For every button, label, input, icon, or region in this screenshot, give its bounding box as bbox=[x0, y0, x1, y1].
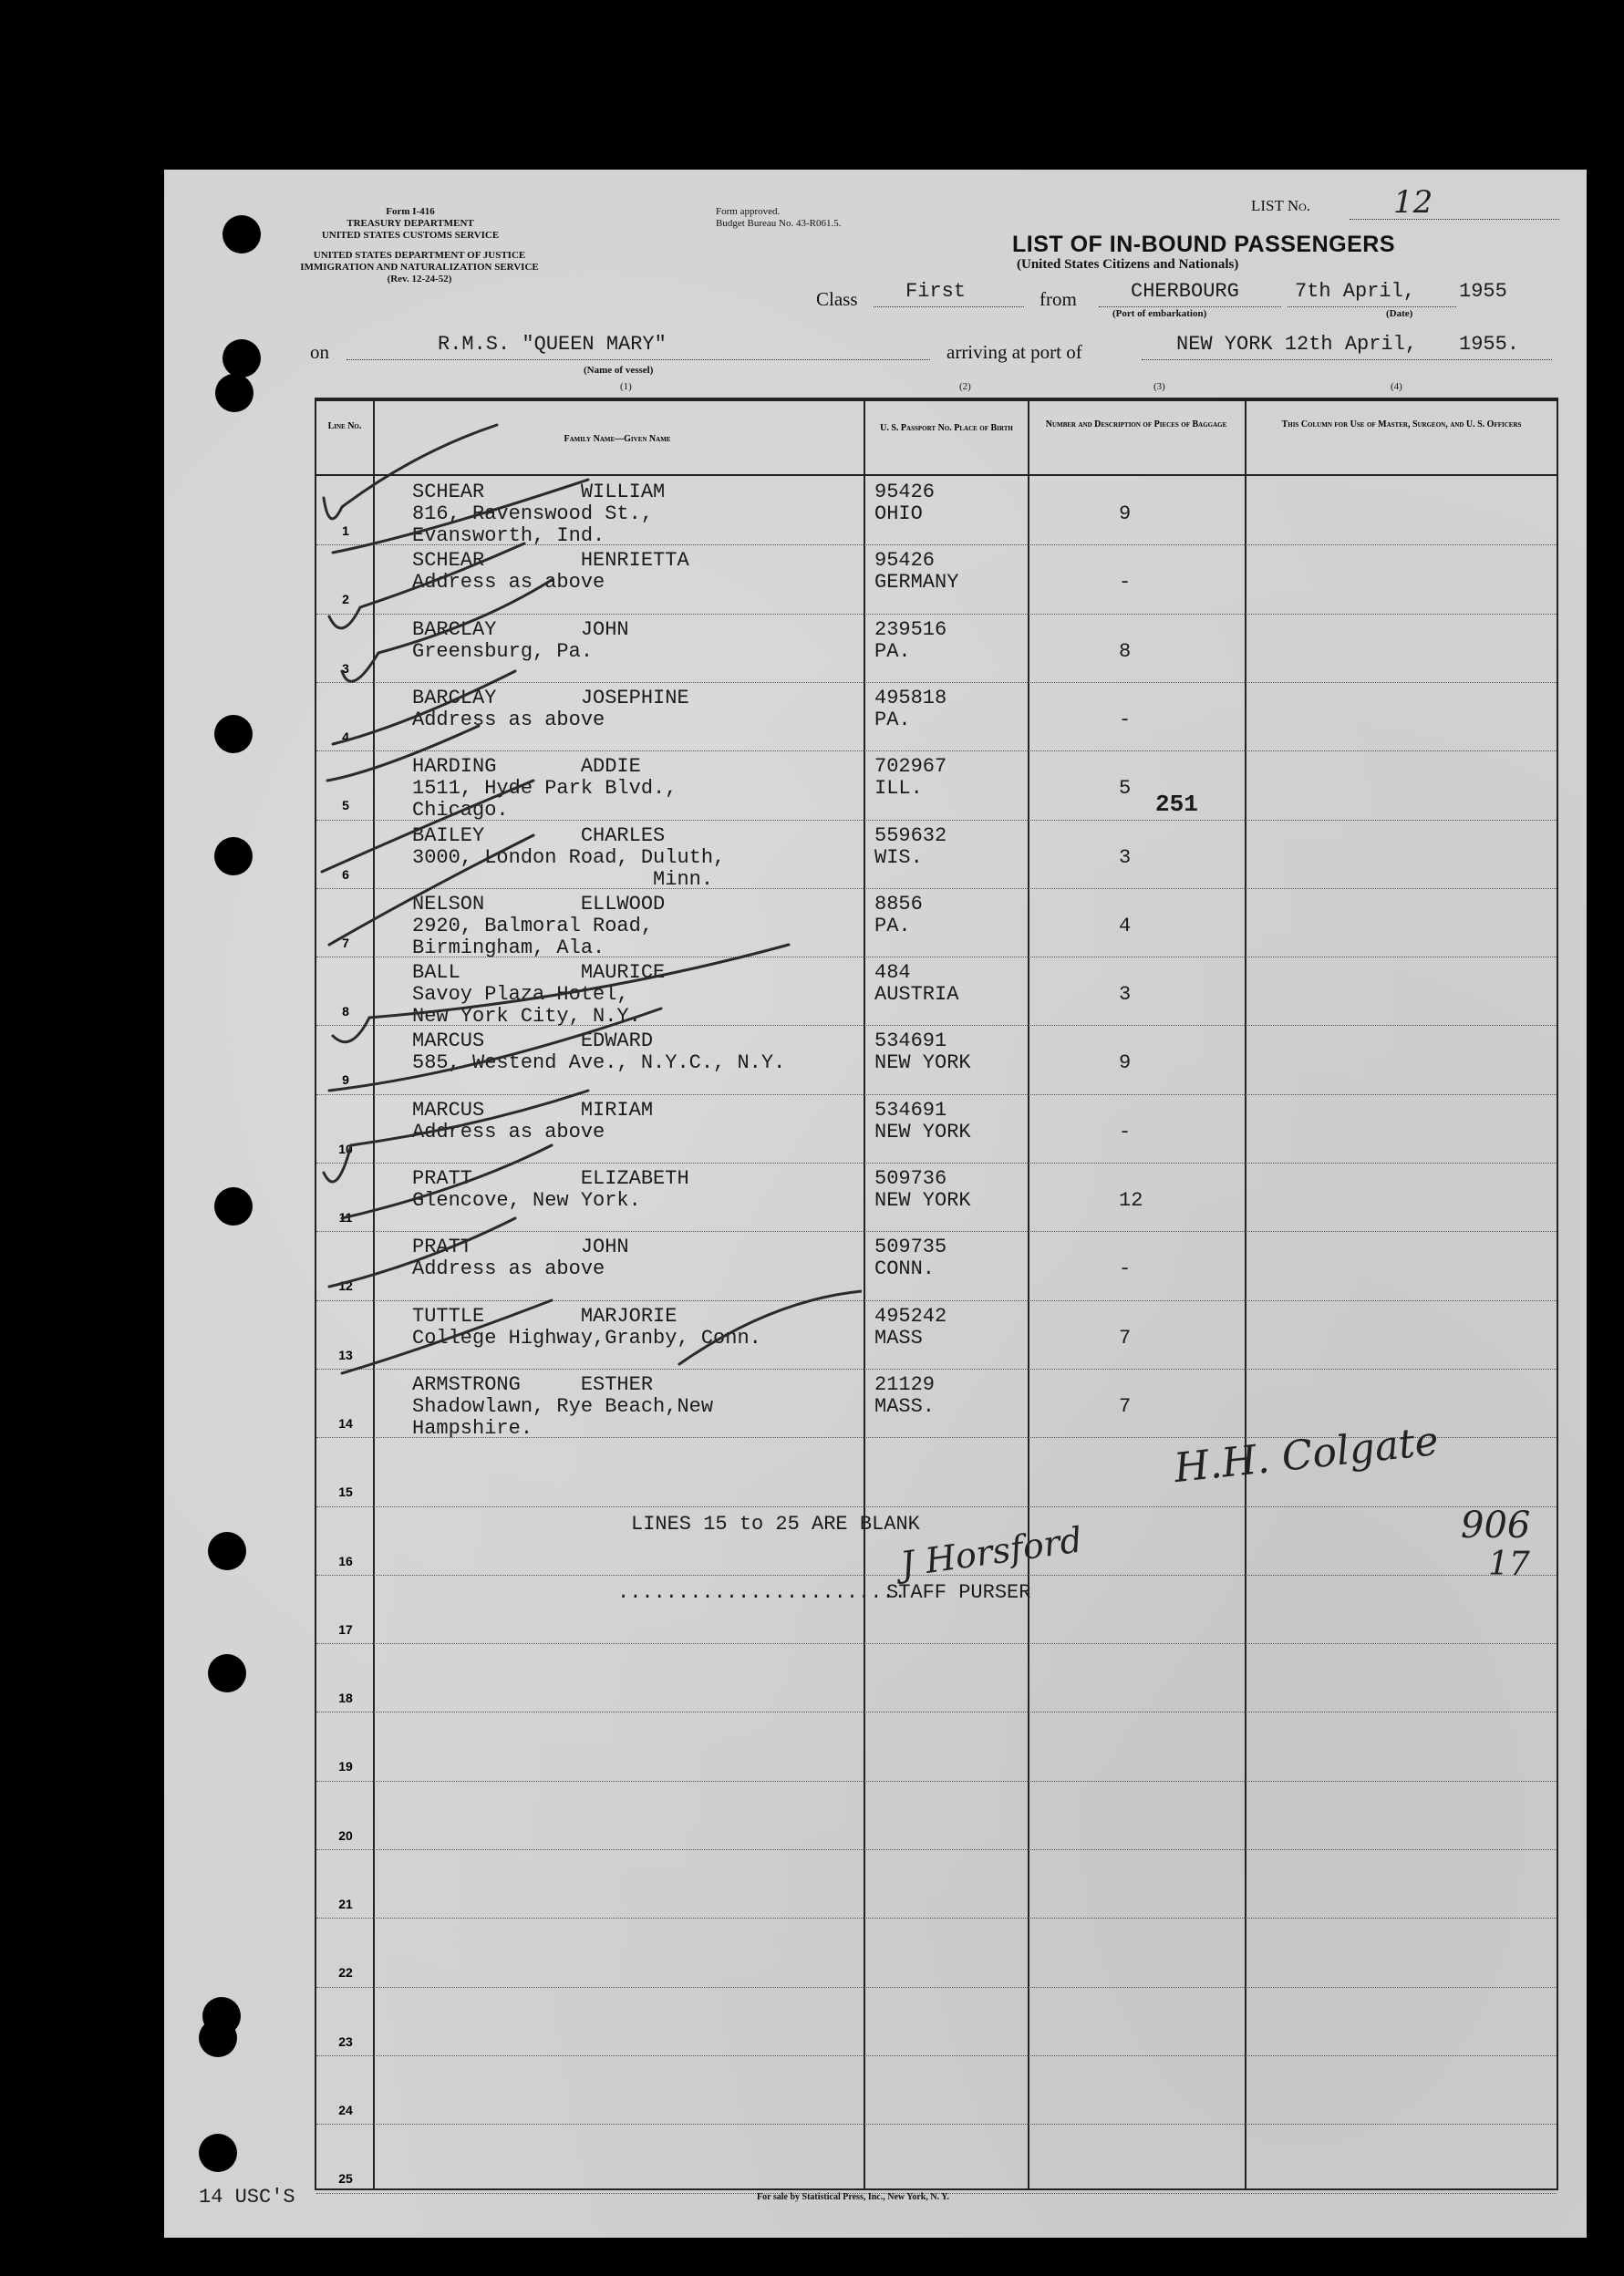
passenger-name: PRATT JOHN Address as above bbox=[412, 1236, 629, 1281]
line-number: 9 bbox=[342, 1072, 349, 1088]
printer-footer: For sale by Statistical Press, Inc., New York, N. Y. bbox=[757, 2192, 950, 2202]
line-number: 13 bbox=[338, 1347, 353, 1362]
passenger-name: MARCUS EDWARD 585, Westend Ave., N.Y.C., N.Y. bbox=[412, 1029, 786, 1075]
passenger-name: ARMSTRONG ESTHER Shadowlawn, Rye Beach,New Hampshire. bbox=[412, 1372, 714, 1440]
table-row bbox=[316, 1781, 1557, 1782]
col-num-4: (4) bbox=[1391, 381, 1402, 392]
arrival-year: 1955. bbox=[1459, 333, 1520, 356]
table-row bbox=[316, 1918, 1557, 1919]
department: TREASURY DEPARTMENT bbox=[347, 218, 474, 229]
class-label: Class bbox=[816, 288, 858, 310]
col-num-3: (3) bbox=[1153, 381, 1165, 392]
baggage-count: 5 bbox=[1119, 777, 1132, 801]
line-number: 17 bbox=[338, 1621, 353, 1637]
margin-note: 14 USC'S bbox=[199, 2186, 295, 2209]
baggage-count: 4 bbox=[1119, 914, 1132, 937]
passenger-name: NELSON ELLWOOD 2920, Balmoral Road, Birmingham, Ala. bbox=[412, 892, 666, 959]
class-value: First bbox=[905, 280, 967, 303]
baggage-count: - bbox=[1119, 708, 1132, 731]
embark-line bbox=[1099, 306, 1281, 307]
passenger-name: BAILEY CHARLES 3000, London Road, Duluth, Minn. bbox=[412, 823, 726, 891]
table-row bbox=[316, 1643, 1557, 1644]
passenger-name: MARCUS MIRIAM Address as above bbox=[412, 1098, 654, 1143]
year-value: 1955 bbox=[1459, 280, 1507, 303]
passport-birthplace: 95426 OHIO bbox=[874, 481, 936, 525]
baggage-count: 12 bbox=[1119, 1189, 1143, 1212]
checkmark-strokes bbox=[315, 398, 862, 1583]
passenger-name: SCHEAR HENRIETTA Address as above bbox=[412, 549, 689, 595]
line-number: 20 bbox=[338, 1827, 353, 1843]
baggage-count: 8 bbox=[1119, 639, 1132, 663]
arriving-label: arriving at port of bbox=[946, 341, 1082, 363]
passenger-name: TUTTLE MARJORIE College Highway,Granby, Conn. bbox=[412, 1304, 761, 1350]
line-number: 5 bbox=[342, 798, 349, 813]
binder-hole bbox=[215, 374, 253, 412]
line-number: 1 bbox=[342, 523, 349, 538]
line-number: 10 bbox=[338, 1141, 353, 1156]
passport-birthplace: 239516 PA. bbox=[874, 617, 947, 663]
binder-hole bbox=[222, 339, 261, 378]
baggage-count: - bbox=[1119, 1120, 1132, 1143]
passenger-name: BARCLAY JOHN Greensburg, Pa. bbox=[412, 617, 629, 663]
form-number: Form I-416 bbox=[386, 206, 435, 217]
line-number: 23 bbox=[338, 2033, 353, 2049]
purser-signature: J Horsford bbox=[897, 1519, 1085, 1585]
passport-birthplace: 534691 NEW YORK bbox=[874, 1029, 971, 1075]
arrival-value: NEW YORK 12th April, bbox=[1176, 333, 1418, 356]
binder-hole bbox=[214, 1187, 253, 1226]
line-number: 6 bbox=[342, 866, 349, 882]
passport-birthplace: 95426 GERMANY bbox=[874, 549, 959, 595]
line-number: 15 bbox=[338, 1485, 353, 1500]
officer-number: 906 bbox=[1461, 1505, 1531, 1547]
document-subtitle: (United States Citizens and Nationals) bbox=[1017, 257, 1239, 272]
col-num-2: (2) bbox=[959, 381, 971, 392]
baggage-count: 3 bbox=[1119, 983, 1132, 1007]
class-line bbox=[874, 306, 1024, 307]
date-line bbox=[1288, 306, 1456, 307]
form-header-left bbox=[292, 206, 529, 242]
budget-bureau: Budget Bureau No. 43-R061.5. bbox=[716, 218, 842, 229]
binder-hole bbox=[222, 215, 261, 253]
passport-birthplace: 534691 NEW YORK bbox=[874, 1098, 971, 1143]
justice-department: UNITED STATES DEPARTMENT OF JUSTICE bbox=[313, 250, 526, 261]
passenger-name: BARCLAY JOSEPHINE Address as above bbox=[412, 686, 689, 731]
line-number: 14 bbox=[338, 1415, 353, 1431]
passport-birthplace: 484 AUSTRIA bbox=[874, 961, 959, 1007]
ins-service: IMMIGRATION AND NATURALIZATION SERVICE bbox=[300, 262, 539, 273]
justice-header bbox=[255, 250, 584, 285]
divider-baggage bbox=[1028, 401, 1029, 2188]
table-row bbox=[316, 1987, 1557, 1988]
date-value: 7th April, bbox=[1295, 280, 1416, 303]
line-number: 19 bbox=[338, 1759, 353, 1774]
purser-dots: ........................ bbox=[617, 1581, 906, 1604]
embark-value: CHERBOURG bbox=[1131, 280, 1239, 303]
document-page bbox=[164, 170, 1587, 2238]
vessel-line bbox=[347, 359, 930, 360]
passenger-name: HARDING ADDIE 1511, Hyde Park Blvd., Chicago. bbox=[412, 755, 678, 822]
date-caption: (Date) bbox=[1386, 308, 1413, 319]
purser-title: STAFF PURSER bbox=[886, 1581, 1031, 1604]
line-number: 2 bbox=[342, 592, 349, 607]
binder-hole bbox=[199, 2134, 237, 2172]
passport-birthplace: 8856 PA. bbox=[874, 892, 923, 937]
list-no-label: LIST No. bbox=[1251, 197, 1311, 214]
vessel-caption: (Name of vessel) bbox=[584, 365, 654, 376]
passport-birthplace: 495242 MASS bbox=[874, 1304, 947, 1350]
line-number: 4 bbox=[342, 729, 349, 744]
line-number: 11 bbox=[338, 1210, 353, 1225]
line-number: 12 bbox=[338, 1278, 353, 1294]
vessel-value: R.M.S. "QUEEN MARY" bbox=[438, 333, 667, 356]
list-no-line bbox=[1350, 219, 1559, 220]
baggage-count: - bbox=[1119, 571, 1132, 595]
binder-hole bbox=[208, 1654, 246, 1692]
passenger-name: BALL MAURICE Savoy Plaza Hotel, New York City, N.Y. bbox=[412, 961, 666, 1029]
form-approval bbox=[716, 206, 841, 230]
arrival-line bbox=[1142, 359, 1552, 360]
col-officers: This Column for Use of Master, Surgeon, and U. S. Officers bbox=[1281, 419, 1522, 429]
list-no-value: 12 bbox=[1393, 184, 1433, 221]
divider-officers bbox=[1245, 401, 1246, 2188]
baggage-count: 9 bbox=[1119, 1051, 1132, 1075]
line-number: 8 bbox=[342, 1004, 349, 1019]
binder-hole bbox=[208, 1532, 246, 1570]
col-name: Family Name—Given Name bbox=[564, 434, 671, 444]
table-row bbox=[316, 2124, 1557, 2125]
passport-birthplace: 702967 ILL. bbox=[874, 755, 947, 801]
table-row bbox=[316, 2055, 1557, 2056]
passport-birthplace: 495818 PA. bbox=[874, 686, 947, 731]
col-num-1: (1) bbox=[620, 381, 632, 392]
form-approved: Form approved. bbox=[716, 206, 781, 217]
passenger-name: SCHEAR WILLIAM 816, Ravenswood St., Evansworth, Ind. bbox=[412, 481, 666, 547]
table-row bbox=[316, 1849, 1557, 1850]
blank-lines-note: LINES 15 to 25 ARE BLANK bbox=[631, 1513, 920, 1536]
line-number: 16 bbox=[338, 1553, 353, 1568]
officer-signature: H.H. Colgate bbox=[1172, 1417, 1441, 1493]
document-title: LIST OF IN-BOUND PASSENGERS bbox=[1012, 232, 1396, 257]
line-number: 21 bbox=[338, 1897, 353, 1911]
customs-service: UNITED STATES CUSTOMS SERVICE bbox=[321, 230, 500, 241]
baggage-count: 9 bbox=[1119, 502, 1132, 525]
line-number: 22 bbox=[338, 1965, 353, 1981]
on-label: on bbox=[310, 341, 329, 363]
line-number: 24 bbox=[338, 2102, 353, 2117]
line-number: 25 bbox=[338, 2171, 353, 2187]
baggage-count: 3 bbox=[1119, 845, 1132, 869]
col-baggage: Number and Description of Pieces of Baggage bbox=[1045, 419, 1227, 429]
binder-hole bbox=[199, 2019, 237, 2057]
baggage-count: - bbox=[1119, 1257, 1132, 1281]
officer-mark: 251 bbox=[1155, 791, 1198, 818]
line-number: 7 bbox=[342, 935, 349, 950]
divider-passport bbox=[864, 401, 865, 2188]
embark-caption: (Port of embarkation) bbox=[1112, 308, 1207, 319]
col-line-no: Line No. bbox=[327, 421, 362, 431]
passenger-name: PRATT ELIZABETH Glencove, New York. bbox=[412, 1167, 689, 1212]
col-passport: U. S. Passport No. Place of Birth bbox=[880, 423, 1013, 433]
passport-birthplace: 559632 WIS. bbox=[874, 823, 947, 869]
baggage-count: 7 bbox=[1119, 1326, 1132, 1350]
from-label: from bbox=[1040, 288, 1077, 310]
binder-hole bbox=[214, 837, 253, 875]
passport-birthplace: 21129 MASS. bbox=[874, 1372, 936, 1418]
officer-number-2: 17 bbox=[1488, 1546, 1530, 1583]
line-number: 3 bbox=[342, 660, 349, 676]
binder-hole bbox=[214, 715, 253, 753]
passport-birthplace: 509736 NEW YORK bbox=[874, 1167, 971, 1212]
baggage-count: 7 bbox=[1119, 1394, 1132, 1418]
line-number: 18 bbox=[338, 1691, 353, 1706]
passport-birthplace: 509735 CONN. bbox=[874, 1236, 947, 1281]
revision: (Rev. 12-24-52) bbox=[387, 274, 452, 284]
